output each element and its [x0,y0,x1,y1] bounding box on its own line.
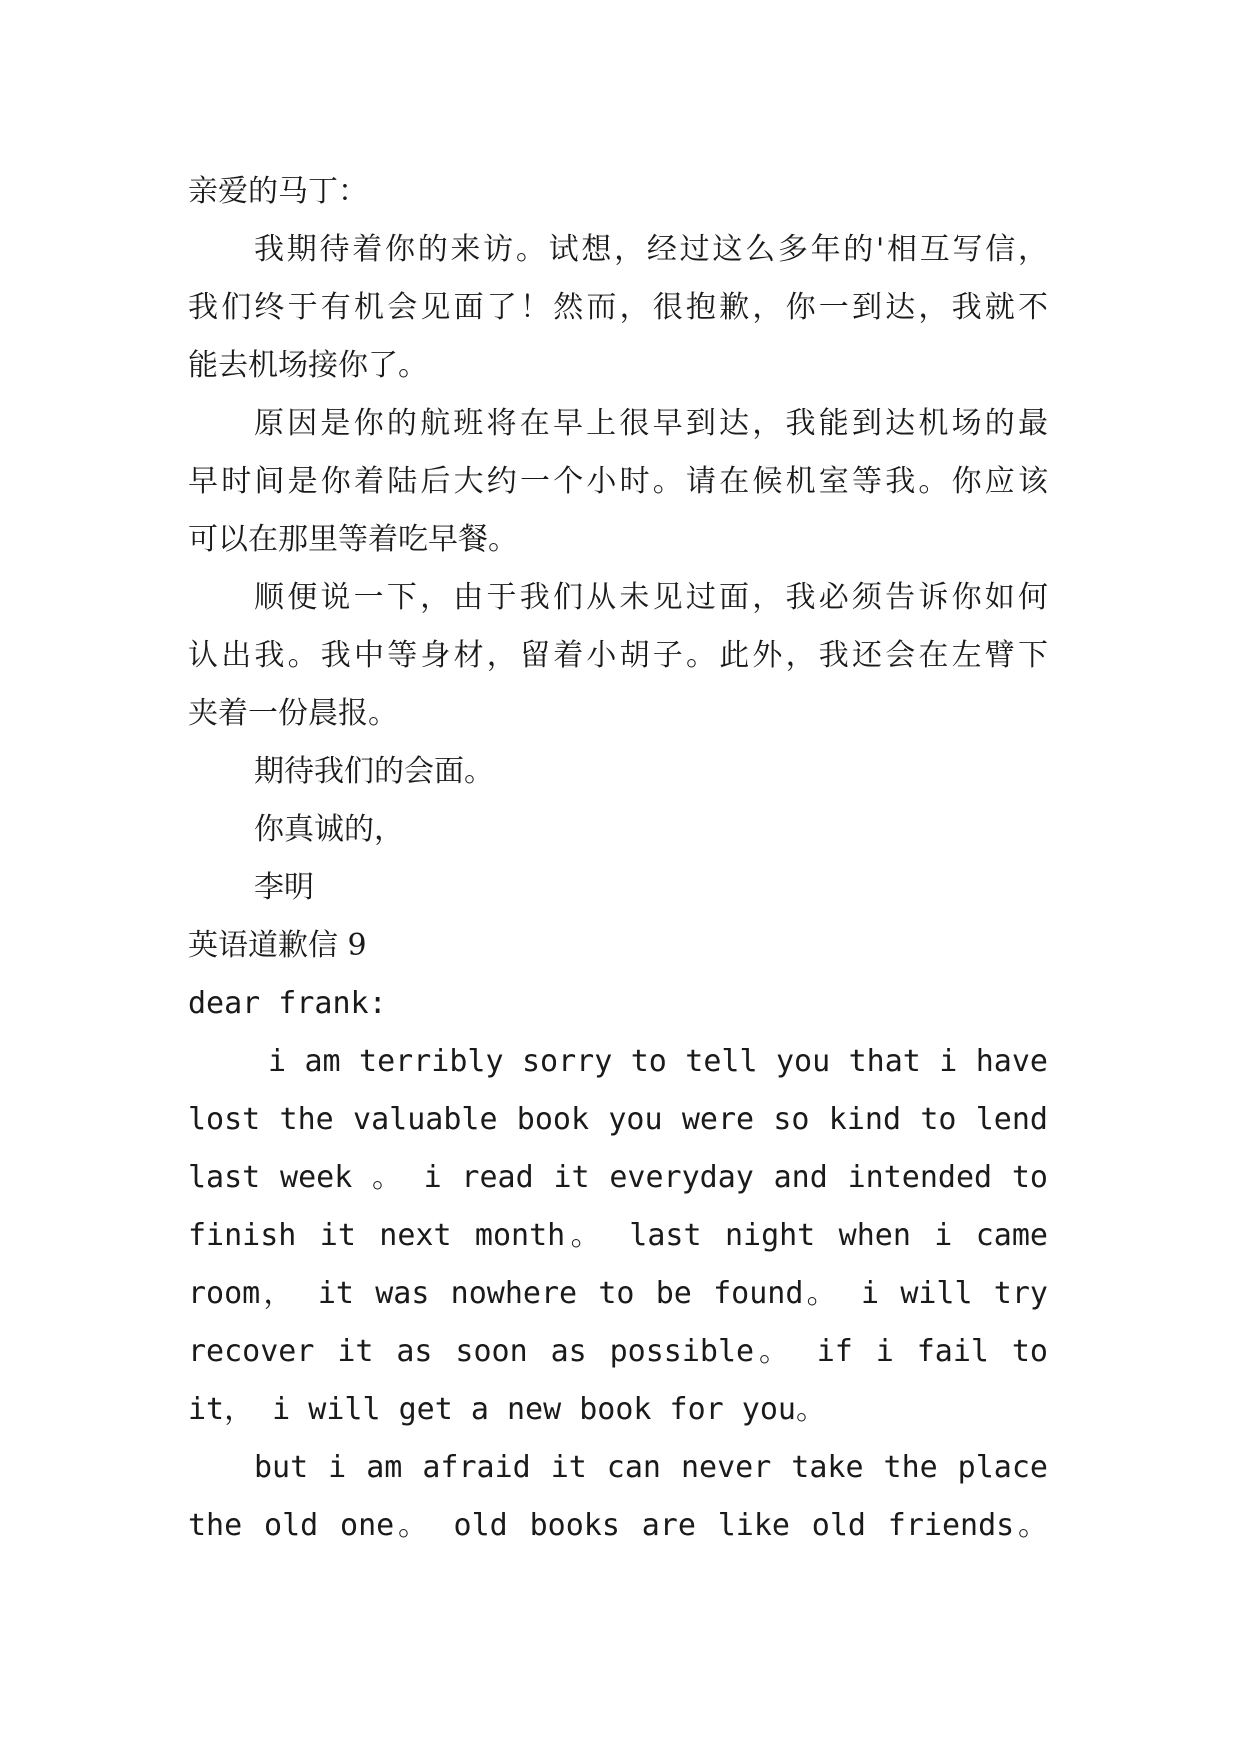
cn-paragraph-1-line-1: 我期待着你的来访。试想，经过这么多年的'相互写信， [254,232,1048,267]
cn-greeting: 亲爱的马丁： [188,174,368,209]
en-line-3: last week 。 i read it everyday and intended to [188,1160,1048,1195]
cn-paragraph-3-line-2: 认出我。我中等身材，留着小胡子。此外，我还会在左臂下 [188,638,1048,673]
en-line-9: the old one。 old books are like old friends。 [188,1508,1048,1543]
cn-closing-2: 你真诚的， [254,812,404,847]
cn-paragraph-1-line-3: 能去机场接你了。 [188,348,428,383]
en-line-7: it， i will get a new book for you。 [188,1392,826,1427]
en-line-5: room， it was nowhere to be found。 i will try [188,1276,1048,1311]
en-line-2: lost the valuable book you were so kind to lend [188,1102,1048,1137]
cn-paragraph-2-line-3: 可以在那里等着吃早餐。 [188,522,518,557]
cn-paragraph-3-line-3: 夹着一份晨报。 [188,696,398,731]
en-line-6: recover it as soon as possible。 if i fail to [188,1334,1048,1369]
en-line-8: but i am afraid it can never take the place [254,1450,1048,1485]
section-title: 英语道歉信 9 [188,928,367,963]
en-line-4: finish it next month。 last night when i came [188,1218,1048,1253]
en-greeting: dear frank: [188,986,387,1021]
document-body [188,163,1048,1555]
cn-paragraph-1-line-2: 我们终于有机会见面了！然而，很抱歉，你一到达，我就不 [188,290,1048,325]
cn-paragraph-2-line-2: 早时间是你着陆后大约一个小时。请在候机室等我。你应该 [188,464,1048,499]
cn-paragraph-2-line-1: 原因是你的航班将在早上很早到达，我能到达机场的最 [254,406,1048,441]
cn-signature: 李明 [254,870,314,905]
en-line-1: i am terribly sorry to tell you that i have [268,1044,1048,1079]
cn-closing-1: 期待我们的会面。 [254,754,494,789]
cn-paragraph-3-line-1: 顺便说一下，由于我们从未见过面，我必须告诉你如何 [254,580,1048,615]
